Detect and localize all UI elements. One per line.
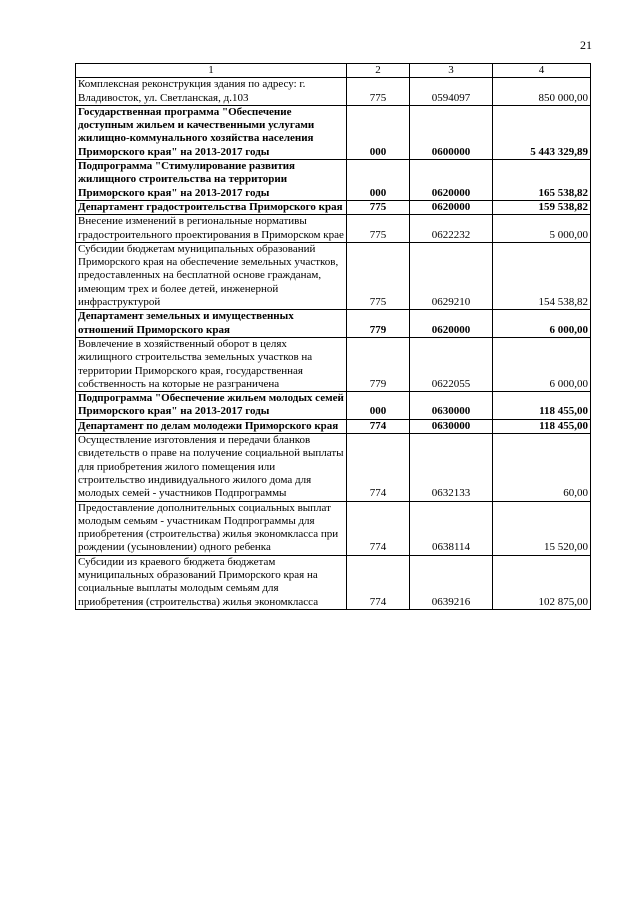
row-name-cell: Департамент градостроительства Приморского края <box>76 200 347 214</box>
row-name-cell: Осуществление изготовления и передачи бланков свидетельств о праве на получение социальной выплаты для приобретения жилого помещения или строительство индивидуального жилого дома для молодых семей - участников Подпрограммы <box>76 434 347 501</box>
row-csr-cell: 0622232 <box>410 215 493 243</box>
header-cell-2: 2 <box>347 64 410 78</box>
row-code-cell: 775 <box>347 78 410 106</box>
row-code-cell: 775 <box>347 200 410 214</box>
budget-table <box>75 63 591 610</box>
row-sum-cell: 5 443 329,89 <box>493 105 591 159</box>
row-code-cell: 774 <box>347 434 410 501</box>
table-row <box>76 337 591 391</box>
row-csr-cell: 0630000 <box>410 419 493 433</box>
row-code-cell: 774 <box>347 555 410 609</box>
table-row <box>76 392 591 420</box>
row-name-cell: Подпрограмма "Обеспечение жильем молодых семей Приморского края" на 2013-2017 годы <box>76 392 347 420</box>
row-csr-cell: 0620000 <box>410 310 493 338</box>
row-code-cell: 775 <box>347 242 410 309</box>
row-csr-cell: 0594097 <box>410 78 493 106</box>
row-csr-cell: 0622055 <box>410 337 493 391</box>
row-sum-cell: 850 000,00 <box>493 78 591 106</box>
row-csr-cell: 0639216 <box>410 555 493 609</box>
row-name-cell: Департамент по делам молодежи Приморского края <box>76 419 347 433</box>
row-code-cell: 775 <box>347 215 410 243</box>
row-sum-cell: 5 000,00 <box>493 215 591 243</box>
row-sum-cell: 6 000,00 <box>493 310 591 338</box>
row-csr-cell: 0620000 <box>410 160 493 201</box>
table-row <box>76 78 591 106</box>
table-row <box>76 434 591 501</box>
row-sum-cell: 102 875,00 <box>493 555 591 609</box>
row-name-cell: Департамент земельных и имущественных отношений Приморского края <box>76 310 347 338</box>
row-sum-cell: 154 538,82 <box>493 242 591 309</box>
row-csr-cell: 0600000 <box>410 105 493 159</box>
page-number: 21 <box>580 38 592 52</box>
row-name-cell: Предоставление дополнительных социальных выплат молодым семьям - участникам Подпрограммы для приобретения (строительства) жилья экономкласса при рождении (усыновлении) одного ребенка <box>76 501 347 555</box>
row-sum-cell: 118 455,00 <box>493 419 591 433</box>
row-name-cell: Внесение изменений в региональные нормативы градостроительного проектирования в Приморском крае <box>76 215 347 243</box>
row-code-cell: 779 <box>347 310 410 338</box>
row-sum-cell: 60,00 <box>493 434 591 501</box>
header-cell-1: 1 <box>76 64 347 78</box>
header-cell-3: 3 <box>410 64 493 78</box>
table-row <box>76 200 591 214</box>
row-code-cell: 000 <box>347 392 410 420</box>
table-row <box>76 501 591 555</box>
table-row <box>76 419 591 433</box>
row-name-cell: Подпрограмма "Стимулирование развития жилищного строительства на территории Приморского края" на 2013-2017 годы <box>76 160 347 201</box>
row-sum-cell: 118 455,00 <box>493 392 591 420</box>
row-csr-cell: 0638114 <box>410 501 493 555</box>
table-row <box>76 105 591 159</box>
row-csr-cell: 0632133 <box>410 434 493 501</box>
row-code-cell: 774 <box>347 419 410 433</box>
row-code-cell: 000 <box>347 160 410 201</box>
row-code-cell: 774 <box>347 501 410 555</box>
row-sum-cell: 15 520,00 <box>493 501 591 555</box>
table-row <box>76 242 591 309</box>
header-cell-4: 4 <box>493 64 591 78</box>
row-name-cell: Вовлечение в хозяйственный оборот в целях жилищного строительства земельных участков на территории Приморского края, государственная собственность на которые не разграничена <box>76 337 347 391</box>
table-row <box>76 160 591 201</box>
row-name-cell: Субсидии бюджетам муниципальных образований Приморского края на обеспечение земельных участков, предоставленных на бесплатной основе гражданам, имеющим трех и более детей, инженерной инфраструктурой <box>76 242 347 309</box>
row-name-cell: Комплексная реконструкция здания по адресу: г. Владивосток, ул. Светланская, д.103 <box>76 78 347 106</box>
row-name-cell: Субсидии из краевого бюджета бюджетам муниципальных образований Приморского края на социальные выплаты молодым семьям для приобретения (строительства) жилья экономкласса <box>76 555 347 609</box>
row-csr-cell: 0629210 <box>410 242 493 309</box>
row-csr-cell: 0620000 <box>410 200 493 214</box>
table-row <box>76 310 591 338</box>
row-sum-cell: 6 000,00 <box>493 337 591 391</box>
table-row <box>76 215 591 243</box>
row-csr-cell: 0630000 <box>410 392 493 420</box>
row-code-cell: 779 <box>347 337 410 391</box>
row-sum-cell: 159 538,82 <box>493 200 591 214</box>
table-header-row <box>76 64 591 78</box>
row-code-cell: 000 <box>347 105 410 159</box>
row-name-cell: Государственная программа "Обеспечение доступным жильем и качественными услугами жилищно-коммунального хозяйства населения Приморского края" на 2013-2017 годы <box>76 105 347 159</box>
row-sum-cell: 165 538,82 <box>493 160 591 201</box>
table-row <box>76 555 591 609</box>
